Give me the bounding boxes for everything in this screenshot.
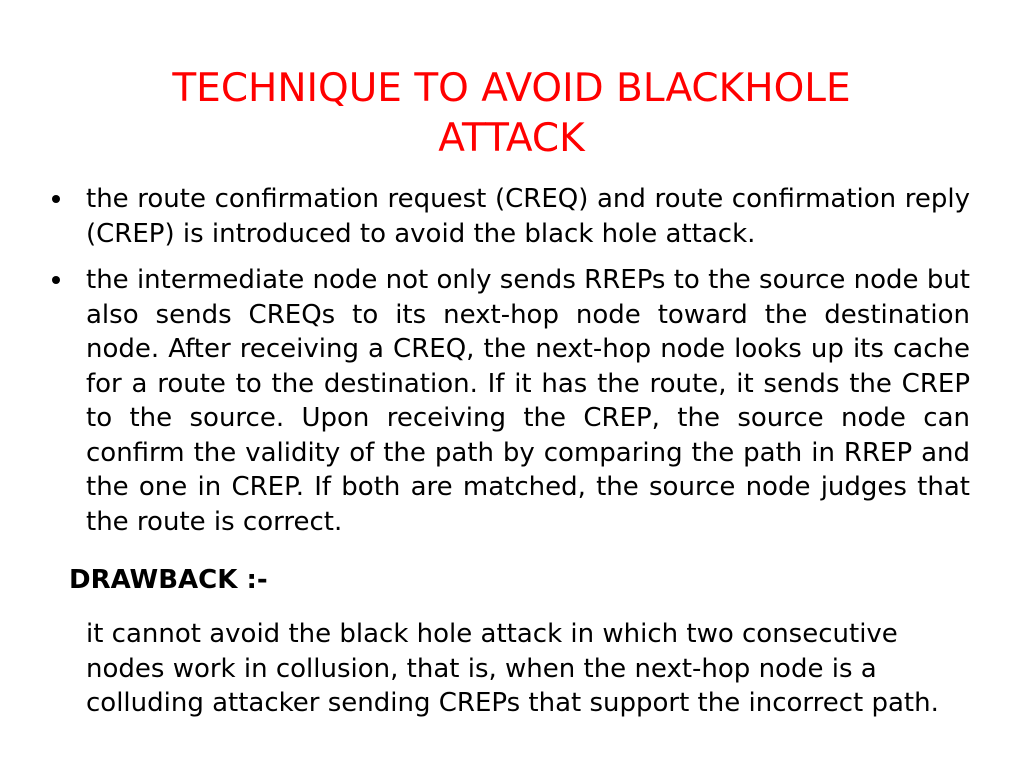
bullet-item bbox=[0, 263, 1023, 539]
bullet-list bbox=[0, 182, 1023, 551]
drawback-text: it cannot avoid the black hole attack in which two consecutive nodes work in collusion, that is, when the next-hop node is a colluding attacker sending CREPs that support the incorrect path. bbox=[86, 619, 939, 718]
drawback-heading: DRAWBACK :- bbox=[69, 565, 268, 595]
bullet-item bbox=[0, 182, 1023, 251]
bullet-dot-icon bbox=[52, 195, 60, 203]
title-line-2: ATTACK bbox=[438, 116, 585, 162]
bullet-text: the intermediate node not only sends RREPs to the source node but also sends CREQs to its next-hop node toward the destination node. After receiving a CREQ, the next-hop node looks up its cache for a route to the destination. If it has the route, it sends the CREP to the source. Upon receiving the CREP, the source node can confirm the validity of the path by comparing the path in RREP and the one in CREP. If both are matched, the source node judges that the route is correct. bbox=[86, 265, 970, 537]
bullet-text: the route confirmation request (CREQ) and route confirmation reply (CREP) is introduced to avoid the black hole attack. bbox=[86, 184, 970, 249]
title-line-1: TECHNIQUE TO AVOID BLACKHOLE bbox=[172, 66, 851, 112]
bullet-dot-icon bbox=[52, 276, 60, 284]
slide-title bbox=[60, 64, 963, 164]
